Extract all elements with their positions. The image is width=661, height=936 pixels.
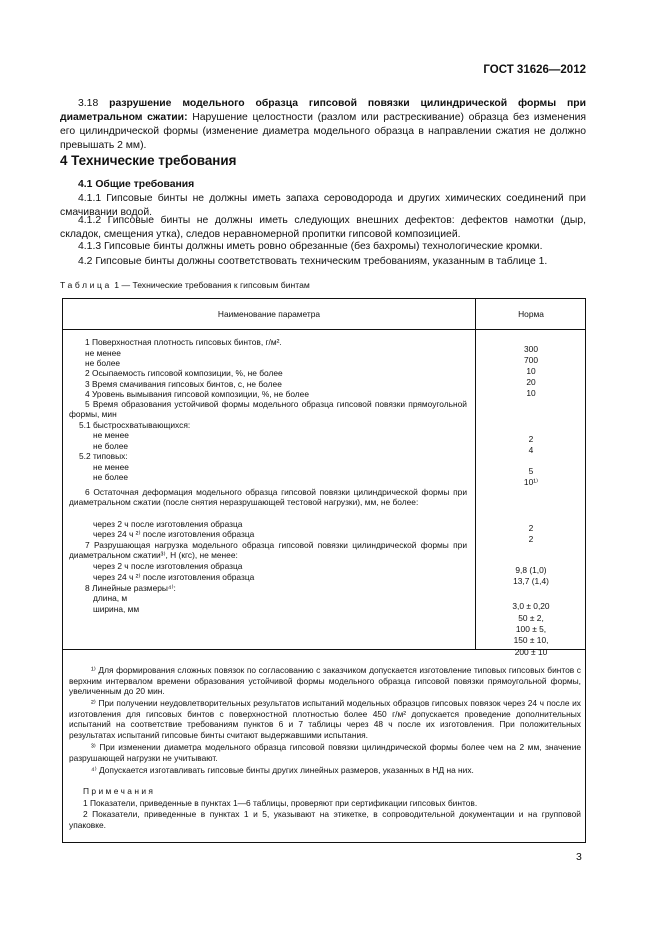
column-header-norm: Норма (518, 309, 544, 319)
paragraph-4-2: 4.2 Гипсовые бинты должны соответствовать техническим требованиям, указанным в таблице 1. (78, 256, 548, 267)
norm-value: 5 (528, 466, 534, 476)
norm-value: 20 (526, 377, 536, 387)
norm-value: 300 (524, 344, 538, 354)
table-row: 7 Разрушающая нагрузка модельного образца гипсовой повязки цилиндрической формы при диаметральном сжатии³⁾, Н (кгс), не менее: (69, 540, 467, 561)
section-4-title: 4 Технические требования (60, 153, 237, 168)
table-row: через 24 ч ²⁾ после изготовления образца (93, 572, 255, 582)
requirements-table (62, 298, 586, 843)
table-row: 1 Поверхностная плотность гипсовых бинтов, г/м². (85, 337, 282, 347)
section-4-1-title: 4.1 Общие требования (78, 179, 195, 190)
table-caption-label: Таблица (60, 280, 112, 290)
clause-term: разрушение модельного образца гипсовой повязки цилиндрической формы при диаметральном сжатии: (60, 98, 586, 123)
norm-value: 700 (524, 355, 538, 365)
table-footnote: ¹⁾ Для формирования сложных повязок по согласованию с заказчиком допускается изготовление типовых гипсовых бинтов с верхним интервалом времени образования устойчивой формы модельного образца гипсовой повязки прямоугольной формы, увеличенным до 20 мин. (69, 665, 581, 697)
table-row: не более (85, 358, 121, 368)
table-row: не более (93, 472, 129, 482)
notes-title: Примечания (83, 786, 156, 796)
table-row: 5 Время образования устойчивой формы модельного образца гипсовой повязки прямоугольной формы, мин (69, 399, 467, 420)
table-row: не более (93, 441, 129, 451)
clause-number: 3.18 (78, 98, 99, 109)
table-row: 5.2 типовых: (79, 451, 128, 461)
norm-value: 10¹⁾ (523, 477, 539, 487)
norm-value: 10 (526, 366, 536, 376)
table-row: 8 Линейные размеры⁴⁾: (85, 583, 176, 593)
norm-value: 4 (528, 445, 534, 455)
norm-value: 9,8 (1,0) (515, 565, 547, 575)
table-footnote: ²⁾ При получении неудовлетворительных результатов испытаний модельных образцов гипсовых повязок через 24 ч после их изготовления для гипсовых бинтов с поверхностной плотностью более 450 г/м² допускается проведение дополнительных испытаний на соответствие требованиям пунктов 6 и 7 таблицы через 48 ч после их изготовления. При положительных результатах испытаний гипсовые бинты считают выдержавшими испытания. (69, 698, 581, 740)
table-note: 2 Показатели, приведенные в пунктах 1 и 5, указывают на этикетке, в сопроводительной документации и на групповой упаковке. (69, 809, 581, 830)
norm-value: 50 ± 2, (518, 613, 544, 623)
table-row: не менее (85, 348, 121, 358)
table-header-divider (63, 329, 585, 330)
table-footnote: ³⁾ При изменении диаметра модельного образца гипсовой повязки цилиндрической формы более чем на 2 мм, значение разрушающей нагрузки не учитывают. (69, 742, 581, 763)
clause-3-18 (60, 97, 586, 153)
norm-value: 3,0 ± 0,20 (512, 601, 550, 611)
norm-value: 150 ± 10, (513, 635, 549, 645)
clause-definition: Нарушение целостности (разлом или растрескивание) образца без изменения его цилиндрической формы (изменение диаметра модельного образца в направлении сжатия не должно превышать 2 мм). (60, 112, 587, 151)
norm-value: 10 (526, 388, 536, 398)
table-caption (60, 280, 310, 290)
paragraph-4-1-3: 4.1.3 Гипсовые бинты должны иметь ровно обрезанные (без бахромы) технологические кромки. (78, 241, 543, 252)
table-row: через 24 ч ²⁾ после изготовления образца (93, 529, 255, 539)
table-row: не менее (93, 462, 129, 472)
table-caption-text: 1 — Технические требования к гипсовым бинтам (114, 280, 310, 290)
table-row: через 2 ч после изготовления образца (93, 561, 243, 571)
norm-value: 2 (528, 523, 534, 533)
column-header-parameter: Наименование параметра (217, 309, 321, 319)
norm-value: 100 ± 5, (515, 624, 547, 634)
table-row: через 2 ч после изготовления образца (93, 519, 243, 529)
paragraph-4-1-2: 4.1.2 Гипсовые бинты не должны иметь следующих внешних дефектов: дефектов намотки (дыр, складок, смещения утка), следов неравномерной пропитки гипсовой композицией. (60, 215, 586, 240)
table-row: 3 Время смачивания гипсовых бинтов, с, не более (85, 379, 282, 389)
table-footnote: ⁴⁾ Допускается изготавливать гипсовые бинты других линейных размеров, указанных в НД на них. (91, 765, 474, 775)
table-row: 4 Уровень вымывания гипсовой композиции, %, не более (85, 389, 310, 399)
document-code: ГОСТ 31626—2012 (483, 64, 586, 76)
norm-value: 200 ± 10 (514, 647, 548, 657)
norm-value: 13,7 (1,4) (513, 576, 549, 586)
norm-value: 2 (528, 534, 534, 544)
table-row: длина, м (93, 593, 128, 603)
page-number: 3 (576, 851, 582, 863)
table-row: 2 Осыпаемость гипсовой композиции, %, не более (85, 368, 283, 378)
paragraph-4-1-1: 4.1.1 Гипсовые бинты не должны иметь запаха сероводорода и других химических соединений при смачивании водой. (60, 193, 586, 218)
table-row: ширина, мм (93, 604, 140, 614)
table-row: не менее (93, 430, 129, 440)
norm-value: 2 (528, 434, 534, 444)
table-note: 1 Показатели, приведенные в пунктах 1—6 таблицы, проверяют при сертификации гипсовых бинтов. (83, 798, 478, 808)
table-row: 6 Остаточная деформация модельного образца гипсовой повязки цилиндрической формы при диаметральном сжатии (после снятия неразрушающей тестовой нагрузки), мм, не более: (69, 487, 467, 508)
table-row: 5.1 быстросхватывающихся: (79, 420, 191, 430)
